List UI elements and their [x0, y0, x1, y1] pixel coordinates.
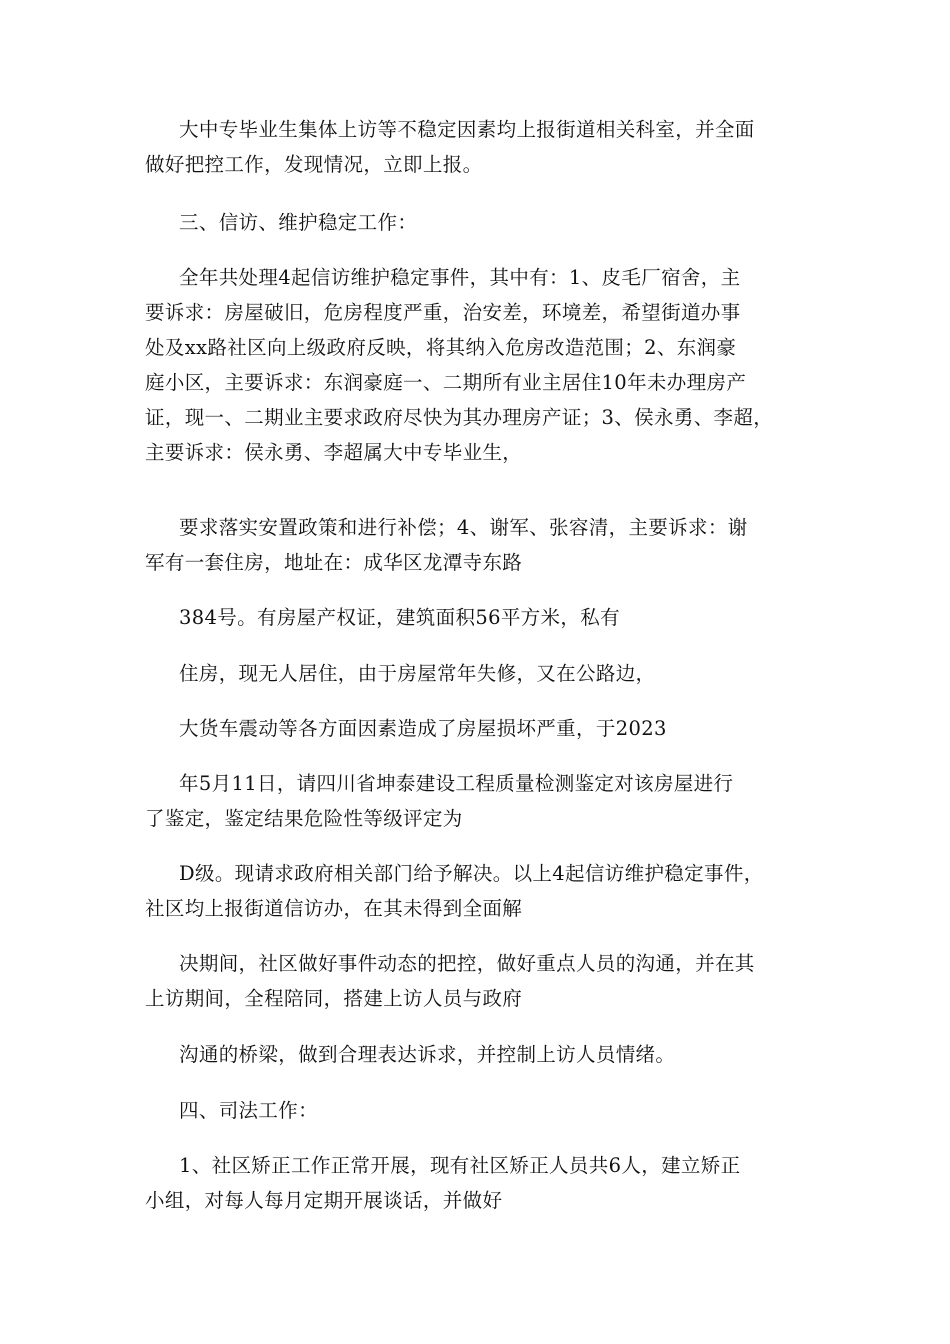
- paragraph: [145, 856, 810, 926]
- text-line: D级。现请求政府相关部门给予解决。以上4起信访维护稳定事件，: [179, 862, 764, 885]
- text-line: 社区均上报街道信访办，在其未得到全面解: [145, 897, 523, 920]
- paragraph: [145, 112, 810, 182]
- paragraph: [145, 510, 810, 580]
- paragraph: [145, 1037, 810, 1072]
- text-line: 证，现一、二期业主要求政府尽快为其办理房产证；3、侯永勇、李超，: [145, 406, 774, 429]
- paragraph: [145, 600, 810, 635]
- text-line: 大货车震动等各方面因素造成了房屋损坏严重，于2023: [179, 717, 667, 740]
- paragraph: [145, 260, 810, 470]
- text-line: 军有一套住房，地址在：成华区龙潭寺东路: [145, 551, 523, 574]
- text-line: 上访期间，全程陪同，搭建上访人员与政府: [145, 987, 523, 1010]
- text-line: 四、司法工作：: [179, 1099, 318, 1122]
- text-line: 做好把控工作，发现情况，立即上报。: [145, 153, 483, 176]
- section-heading: [145, 1093, 810, 1128]
- text-line: 要诉求：房屋破旧，危房程度严重，治安差，环境差，希望街道办事: [145, 301, 741, 324]
- text-line: 1、社区矫正工作正常开展，现有社区矫正人员共6人，建立矫正: [179, 1154, 741, 1177]
- text-line: 了鉴定，鉴定结果危险性等级评定为: [145, 807, 463, 830]
- text-line: 全年共处理4起信访维护稳定事件，其中有：1、皮毛厂宿舍，主: [179, 266, 741, 289]
- text-line: 小组，对每人每月定期开展谈话，并做好: [145, 1189, 503, 1212]
- text-line: 年5月11日，请四川省坤泰建设工程质量检测鉴定对该房屋进行: [179, 772, 734, 795]
- text-line: 处及xx路社区向上级政府反映，将其纳入危房改造范围；2、东润豪: [145, 336, 737, 359]
- text-line: 要求落实安置政策和进行补偿；4、谢军、张容清，主要诉求：谢: [179, 516, 748, 539]
- paragraph: [145, 656, 810, 691]
- section-heading: [145, 205, 810, 240]
- paragraph: [145, 711, 810, 746]
- text-line: 大中专毕业生集体上访等不稳定因素均上报街道相关科室，并全面: [179, 118, 755, 141]
- text-line: 三、信访、维护稳定工作：: [179, 211, 418, 234]
- text-line: 主要诉求：侯永勇、李超属大中专毕业生，: [145, 441, 523, 464]
- paragraph: [145, 946, 810, 1016]
- text-line: 庭小区，主要诉求：东润豪庭一、二期所有业主居住10年未办理房产: [145, 371, 747, 394]
- text-line: 沟通的桥梁，做到合理表达诉求，并控制上访人员情绪。: [179, 1043, 676, 1066]
- paragraph: [145, 1148, 810, 1218]
- text-line: 384号。有房屋产权证，建筑面积56平方米，私有: [179, 606, 620, 629]
- text-line: 决期间，社区做好事件动态的把控，做好重点人员的沟通，并在其: [179, 952, 755, 975]
- text-line: 住房，现无人居住，由于房屋常年失修，又在公路边，: [179, 662, 656, 685]
- paragraph: [145, 766, 810, 836]
